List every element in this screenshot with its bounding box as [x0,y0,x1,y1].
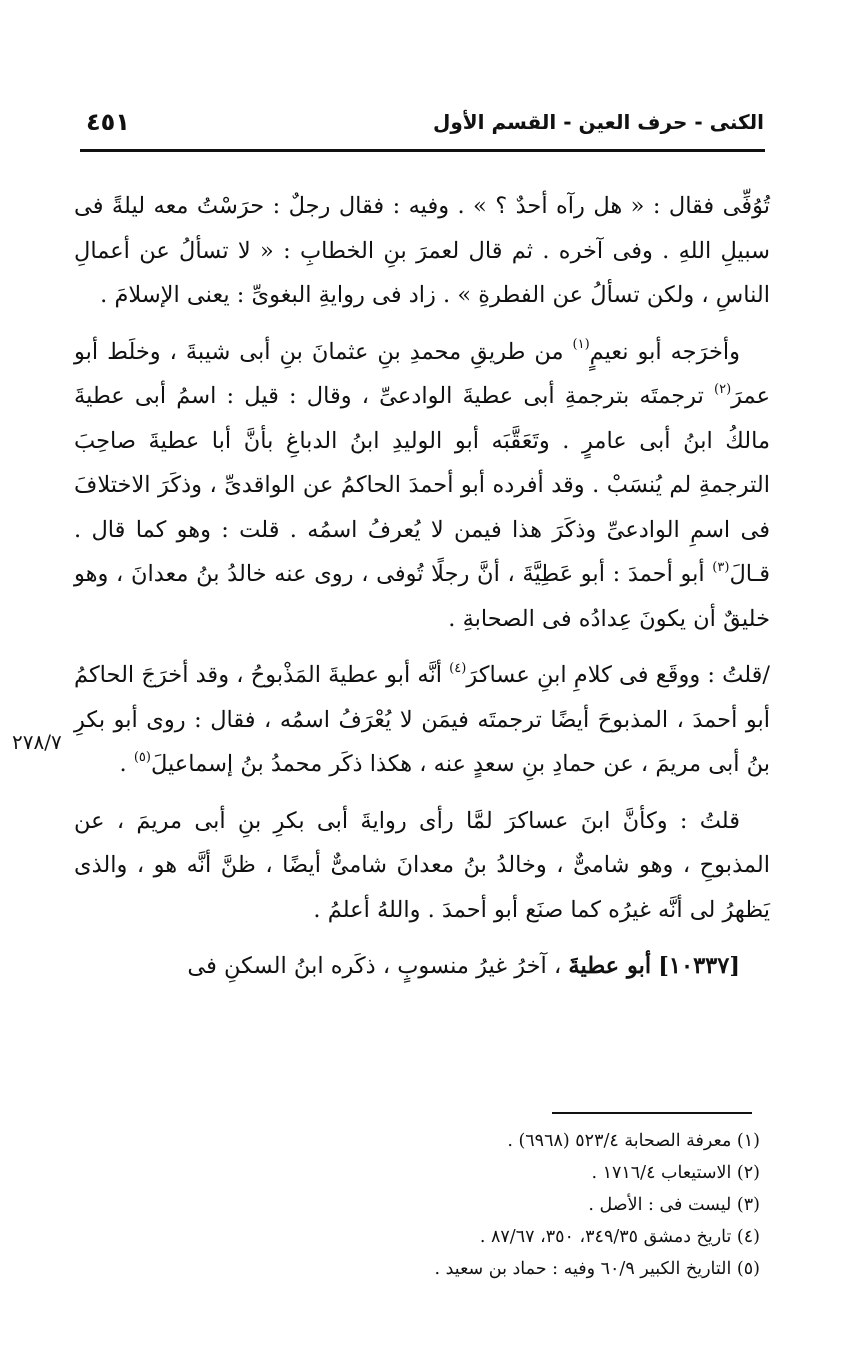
paragraph-1 [74,184,770,318]
paragraph-5 [74,944,770,989]
paragraph-text: وأخرَجه أبو نعيمٍ [589,338,741,365]
footnote-ref: (٣) [712,559,730,575]
paragraph-text: أبو أحمدَ : أبو عَطِيَّةَ ، أنَّ رجلًا تُوفى ، روى عنه خالدُ بنُ معدانَ ، وهو خليقٌ أن يكونَ عِدادُه فى الصحابةِ . [74,561,770,632]
footnote-4: (٤) تاريخ دمشق ٣٤٩/٣٥، ٣٥٠، ٨٧/٦٧ . [479,1227,760,1247]
main-text [74,184,770,989]
paragraph-3 [74,653,770,787]
footnote-rule [552,1112,752,1114]
paragraph-text: ترجمتَه بترجمةِ أبى عطيةَ الوادعىِّ ، وقال : قيل : اسمُ أبى عطيةَ مالكُ ابنُ أبى عامرٍ . وتَعَقَّبَه أبو الوليدِ ابنُ الدباغِ بأنَّ أبا عطيةَ صاحِبَ الترجمةِ لم يُنسَبْ . وقد أفرده أبو أحمدَ الحاكمُ عن الواقدىِّ ، وذكَرَ الاختلافَ فى اسمِ الوادعىِّ وذكَرَ هذا فيمن لا يُعرفُ اسمُه . قلت : وهو كما قال . قـالَ [74,383,770,587]
paragraph-2 [74,330,770,642]
paragraph-text: تُوُفِّى فقال : « هل رآه أحدٌ ؟ » . وفيه : فقال رجلٌ : حرَسْتُ معه ليلةً فى سبيلِ اللهِ . وفى آخره . ثم قال لعمرَ بنِ الخطابِ : « لا تسألُ عن أعمالِ الناسِ ، ولكن تسألُ عن الفطرةِ » . زاد فى روايةِ البغوىِّ : يعنى الإسلامَ . [74,193,770,308]
footnote-ref: (٤) [449,660,467,676]
page-header [80,108,764,142]
paragraph-text: ، آخرُ غيرُ منسوبٍ ، ذكَره ابنُ السكنِ فى [187,953,562,979]
footnote-ref: (١) [572,337,590,352]
footnote-ref: (٢) [714,381,732,397]
page-number: ٤٥١ [86,108,130,136]
footnote-3: (٣) ليست فى : الأصل . [588,1195,760,1215]
paragraph-text: قلتُ : وكأنَّ ابنَ عساكرَ لمَّا رأى روايةَ أبى بكرِ بنِ أبى مريمَ ، عن المذبوحِ ، وهو شامىٌّ ، وخالدُ بنُ معدانَ شامىٌّ أيضًا ، ظنَّ أنَّه هو ، والذى يَظهرُ لى أنَّه غيرُه كما صنَع أبو أحمدَ . واللهُ أعلمُ . [74,807,770,923]
footnote-ref: (٥) [133,749,151,765]
paragraph-text: . [119,751,134,777]
running-title: الكنى - حرف العين - القسم الأول [432,110,764,134]
header-rule [80,149,765,152]
paragraph-text: /قلتُ : ووقَع فى كلامِ ابنِ عساكرَ [466,662,770,688]
footnote-5: (٥) التاريخ الكبير ٦٠/٩ وفيه : حماد بن سعيد . [434,1259,760,1279]
paragraph-4 [74,799,770,933]
footnote-1: (١) معرفة الصحابة ٥٢٣/٤ (٦٩٦٨) . [507,1131,760,1151]
paragraph-text: أنَّه أبو عطيةَ المَذْبوحُ ، وقد أخرَجَ الحاكمُ أبو أحمدَ ، المذبوحَ أيضًا ترجمتَه فيمَن لا يُعْرَفُ اسمُه ، فقال : روى أبو بكرِ بنُ أبى مريمَ ، عن حمادِ بنِ سعدٍ عنه ، هكذا ذكَر محمدُ بنُ إسماعيلَ [74,662,770,777]
footnotes [80,1125,760,1285]
paragraph-text: من طريقِ محمدِ بنِ عثمانَ بنِ أبى شيبةَ ، وخلَط أبو عمرَ [74,338,770,409]
margin-reference: ٢٧٨/٧ [12,730,62,754]
entry-name: أبو عطيةَ [568,953,652,979]
entry-number: [١٠٣٣٧] [658,953,740,979]
footnote-2: (٢) الاستيعاب ١٧١٦/٤ . [591,1163,760,1183]
